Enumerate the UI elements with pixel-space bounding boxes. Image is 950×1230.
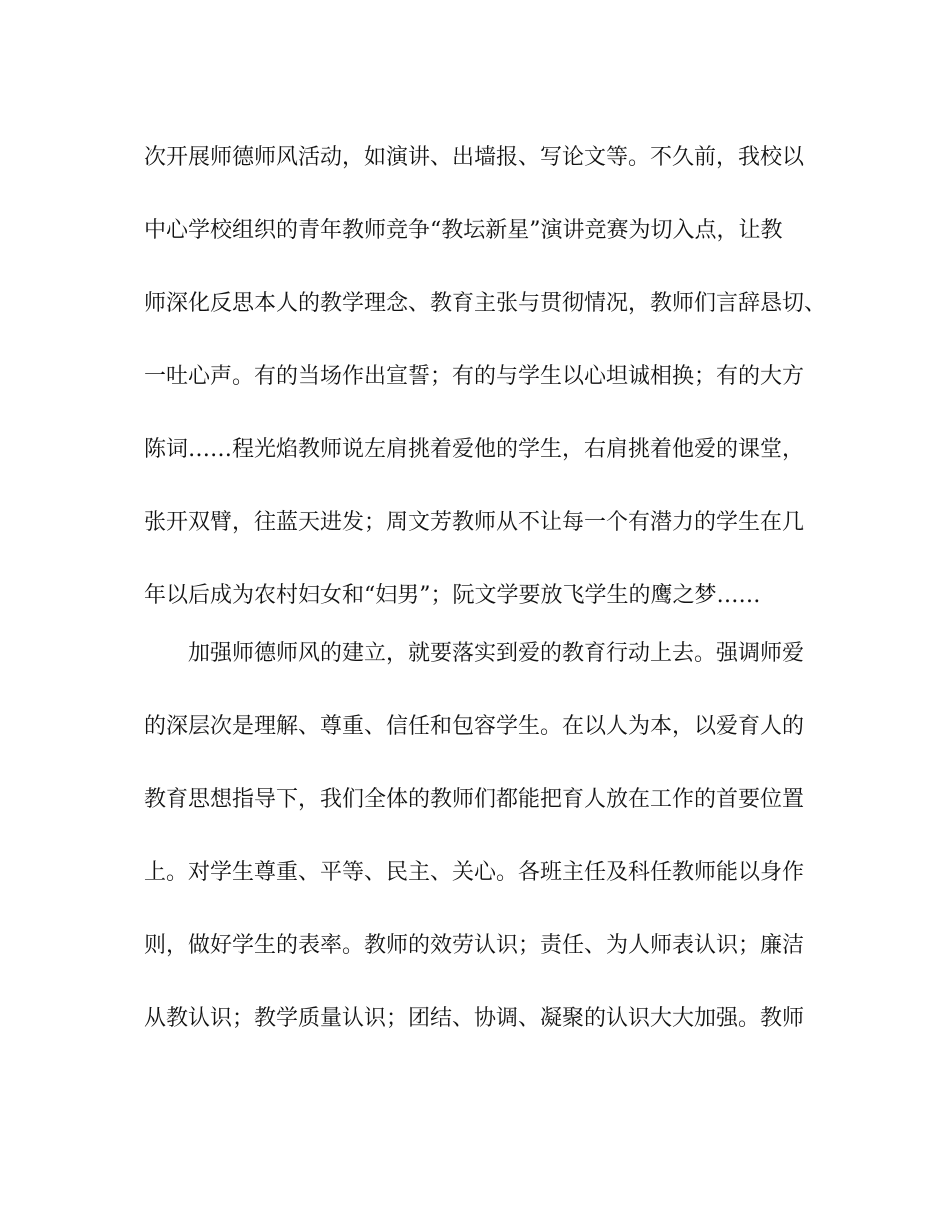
- text-line: 陈词……程光焰教师说左肩挑着爱他的学生，右肩挑着他爱的课堂，: [144, 437, 805, 462]
- text-line: 师深化反思本人的教学理念、教育主张与贯彻情况，教师们言辞恳切、: [144, 291, 827, 316]
- text-line: 次开展师德师风活动，如演讲、出墙报、写论文等。不久前，我校以: [144, 145, 805, 170]
- text-line: 的深层次是理解、尊重、信任和包容学生。在以人为本，以爱育人的: [144, 714, 805, 739]
- text-line: 上。对学生尊重、平等、民主、关心。各班主任及科任教师能以身作: [144, 860, 805, 885]
- text-line: 一吐心声。有的当场作出宣誓；有的与学生以心坦诚相换；有的大方: [144, 364, 805, 389]
- text-line: 年以后成为农村妇女和“妇男”；阮文学要放飞学生的鹰之梦……: [144, 583, 761, 608]
- text-line: 则，做好学生的表率。教师的效劳认识；责任、为人师表认识；廉洁: [144, 933, 805, 958]
- text-line-indented: 加强师德师风的建立，就要落实到爱的教育行动上去。强调师爱: [188, 641, 805, 666]
- text-line: 中心学校组织的青年教师竞争“教坛新星”演讲竞赛为切入点，让教: [144, 218, 783, 243]
- text-line: 张开双臂，往蓝天进发；周文芳教师从不让每一个有潜力的学生在几: [144, 510, 805, 535]
- text-line: 从教认识；教学质量认识；团结、协调、凝聚的认识大大加强。教师: [144, 1006, 805, 1031]
- text-line: 教育思想指导下，我们全体的教师们都能把育人放在工作的首要位置: [144, 787, 805, 812]
